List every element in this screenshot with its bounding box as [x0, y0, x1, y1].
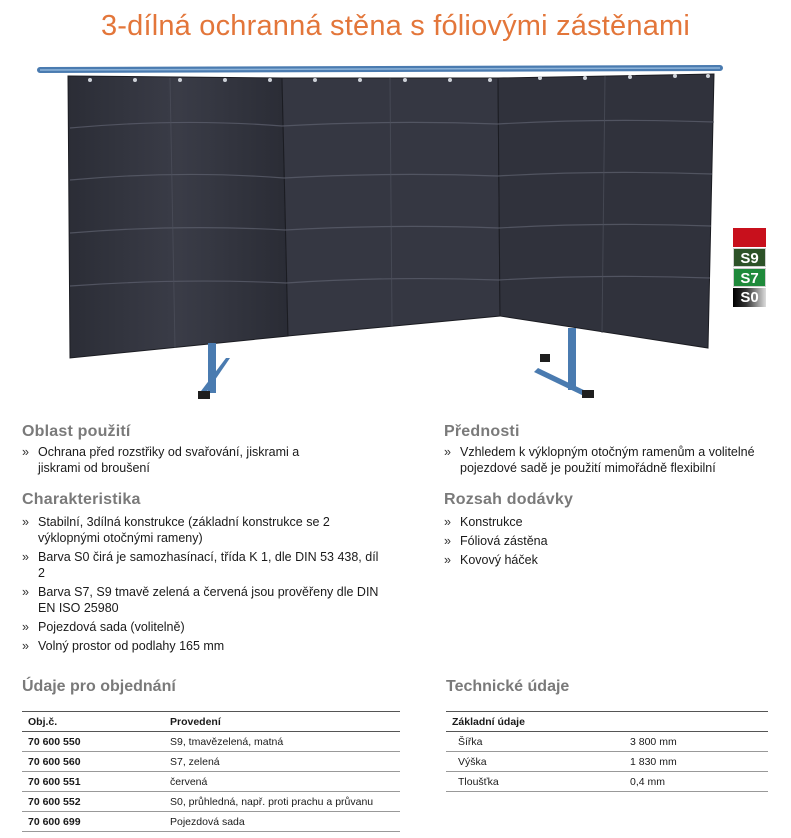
order-number: 70 600 551	[22, 772, 164, 792]
order-heading: Údaje pro objednání	[22, 678, 176, 695]
prednosti-list	[444, 444, 769, 479]
table-row	[22, 732, 400, 752]
oblast-list	[22, 444, 332, 479]
rozsah-heading: Rozsah dodávky	[444, 491, 574, 508]
table-row	[22, 752, 400, 772]
tech-value: 0,4 mm	[624, 772, 768, 792]
order-version: S7, zelená	[164, 752, 400, 772]
product-image	[30, 58, 730, 408]
list-item: » Barva S0 čirá je samozhasínací, třída K 1, dle DIN 53 438, díl 2	[22, 549, 382, 581]
color-swatches	[733, 228, 766, 308]
tech-group-header: Základní údaje	[446, 712, 768, 732]
swatch-s9: S9	[733, 248, 766, 267]
list-item: » Konstrukce	[444, 514, 764, 530]
swatch-red	[733, 228, 766, 247]
list-item: » Ochrana před rozstřiky od svařování, jiskrami a jiskrami od broušení	[22, 444, 332, 476]
list-item: » Vzhledem k výklopným otočným ramenům a volitelné pojezdové sadě je použití mimořádně flexibilní	[444, 444, 769, 476]
table-row	[22, 772, 400, 792]
page-title: 3-dílná ochranná stěna s fóliovými zástěnami	[100, 10, 691, 42]
rozsah-list	[444, 514, 764, 571]
list-item: » Barva S7, S9 tmavě zelená a červená jsou prověřeny dle DIN EN ISO 25980	[22, 584, 382, 616]
prednosti-heading: Přednosti	[444, 423, 520, 440]
list-item: » Stabilní, 3dílná konstrukce (základní konstrukce se 2 výklopnými otočnými rameny)	[22, 514, 382, 546]
tech-label: Výška	[446, 752, 624, 772]
list-item: » Pojezdová sada (volitelně)	[22, 619, 382, 635]
order-version: červená	[164, 772, 400, 792]
col-number-header: Obj.č.	[22, 712, 164, 732]
order-version: Pojezdová sada	[164, 812, 400, 832]
table-row	[446, 752, 768, 772]
order-version: S0, průhledná, např. proti prachu a průvanu	[164, 792, 400, 812]
list-item: » Volný prostor od podlahy 165 mm	[22, 638, 382, 654]
swatch-s7: S7	[733, 268, 766, 287]
tech-value: 3 800 mm	[624, 732, 768, 752]
order-table	[22, 711, 400, 832]
tech-table	[446, 711, 768, 792]
list-item: » Fóliová zástěna	[444, 533, 764, 549]
tech-label: Tloušťka	[446, 772, 624, 792]
table-row	[446, 732, 768, 752]
tech-heading: Technické údaje	[446, 678, 570, 695]
table-header-row	[446, 712, 768, 732]
col-version-header: Provedení	[164, 712, 400, 732]
tech-value: 1 830 mm	[624, 752, 768, 772]
order-number: 70 600 699	[22, 812, 164, 832]
swatch-s0: S0	[733, 288, 766, 307]
table-row	[22, 812, 400, 832]
charakteristika-heading: Charakteristika	[22, 491, 141, 508]
charakteristika-list	[22, 514, 382, 657]
order-number: 70 600 560	[22, 752, 164, 772]
order-number: 70 600 552	[22, 792, 164, 812]
list-item: » Kovový háček	[444, 552, 764, 568]
tech-label: Šířka	[446, 732, 624, 752]
oblast-heading: Oblast použití	[22, 423, 131, 440]
table-row	[446, 772, 768, 792]
table-header-row	[22, 712, 400, 732]
order-number: 70 600 550	[22, 732, 164, 752]
table-row	[22, 792, 400, 812]
order-version: S9, tmavězelená, matná	[164, 732, 400, 752]
